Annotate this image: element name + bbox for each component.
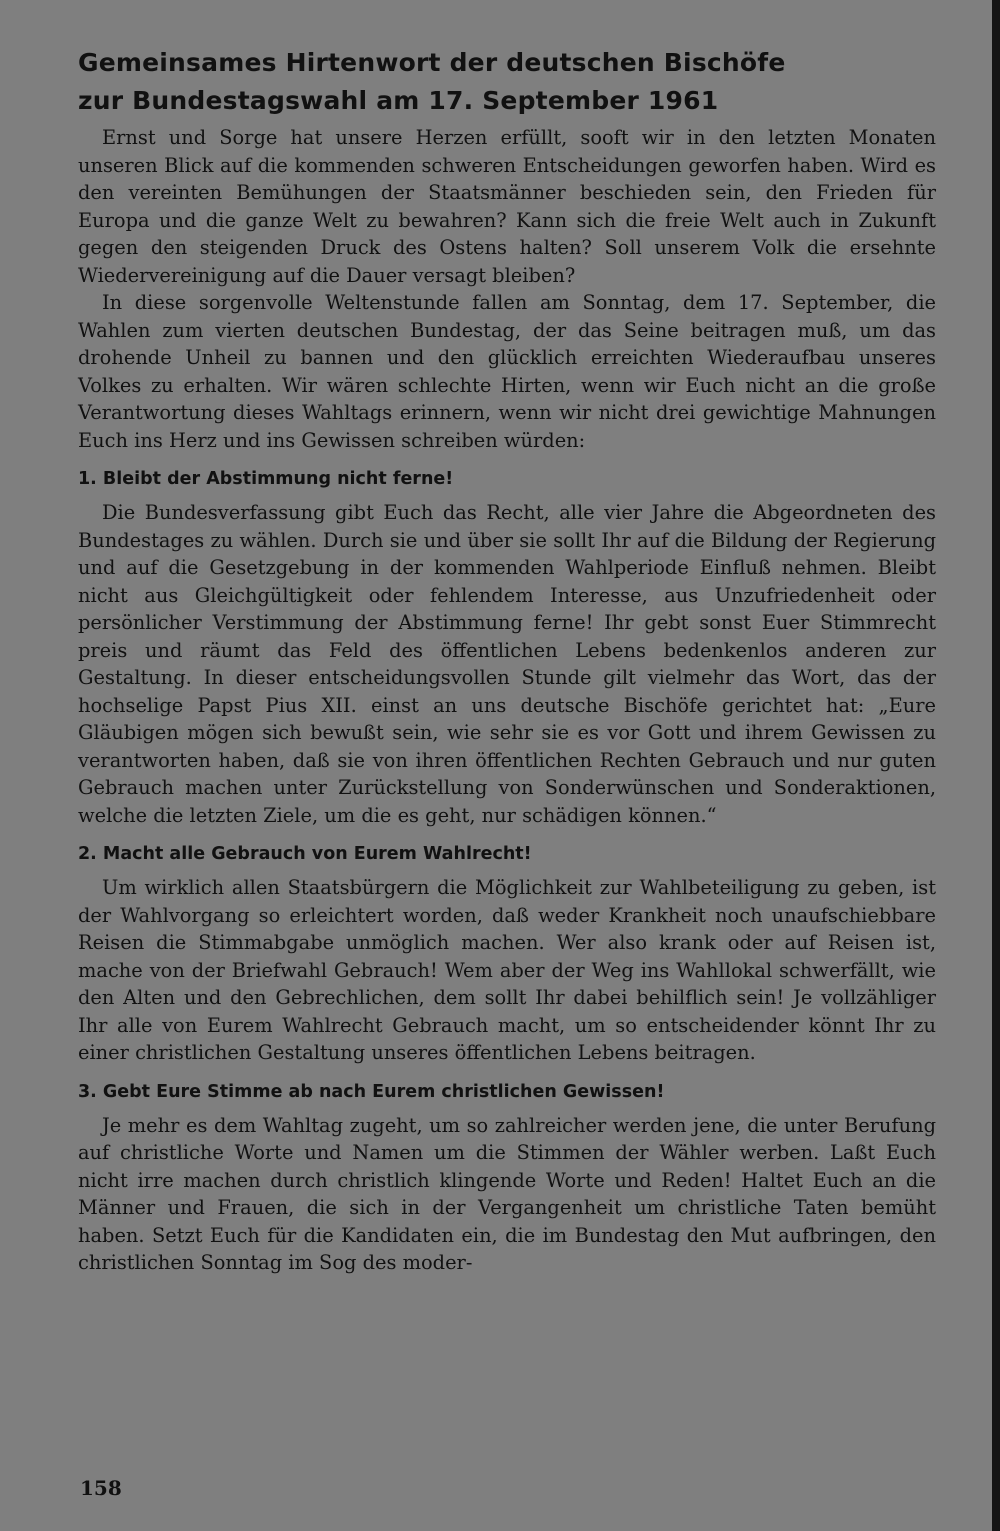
intro-paragraph-2: In diese sorgenvolle Weltenstunde fallen am Sonntag, dem 17. September, die Wahlen zum vierten deutschen Bundestag, der das Seine beitragen muß, um das drohende Unheil zu bannen und den glücklich erreichten Wiederaufbau unseres Volkes zu erhalten. Wir wären schlechte Hirten, wenn wir Euch nicht an die große Verantwortung dieses Wahltags erinnern, wenn wir nicht drei gewichtige Mahnungen Euch ins Herz und ins Gewissen schreiben würden: xyxy=(78,291,936,452)
document-body xyxy=(78,44,936,1277)
title-line-2: zur Bundestagswahl am 17. September 1961 xyxy=(78,86,719,115)
page-edge xyxy=(992,0,1000,1531)
page-number: 158 xyxy=(80,1476,122,1500)
section-heading-1: 1. Bleibt der Abstimmung nicht ferne! xyxy=(78,469,454,489)
document-title xyxy=(78,44,936,120)
section-heading-2: 2. Macht alle Gebrauch von Eurem Wahlrecht! xyxy=(78,844,532,864)
section-heading-3: 3. Gebt Eure Stimme ab nach Eurem christlichen Gewissen! xyxy=(78,1081,665,1102)
section-text-1: Die Bundesverfassung gibt Euch das Recht, alle vier Jahre die Abgeordneten des Bundestages zu wählen. Durch sie und über sie sollt Ihr auf die Bildung der Regierung und auf die Gesetzgebung in der kommenden Wahlperiode Einfluß nehmen. Bleibt nicht aus Gleichgültigkeit oder fehlendem Interesse, aus Unzufriedenheit oder persönlicher Verstimmung der Abstimmung ferne! Ihr gebt sonst Euer Stimmrecht preis und räumt das Feld des öffentlichen Lebens bedenkenlos anderen zur Gestaltung. In dieser entscheidungsvollen Stunde gilt vielmehr das Wort, das der hochselige Papst Pius XII. einst an uns deutsche Bischöfe gerichtet hat: „Eure Gläubigen mögen sich bewußt sein, wie sehr sie es vor Gott und ihrem Gewissen zu verantworten haben, daß sie von ihren öffentlichen Rechten Gebrauch und nur guten Gebrauch machen unter Zurückstellung von Sonderwünschen und Sonderaktionen, welche die letzten Ziele, um die es geht, nur schädigen können.“ xyxy=(78,501,936,827)
section-text-2: Um wirklich allen Staatsbürgern die Möglichkeit zur Wahlbeteiligung zu geben, ist der Wahlvorgang so erleichtert worden, daß weder Krankheit noch unaufschiebbare Reisen die Stimmabgabe unmöglich machen. Wer also krank oder auf Reisen ist, mache von der Briefwahl Gebrauch! Wem aber der Weg ins Wahllokal schwerfällt, wie den Alten und den Gebrechlichen, dem sollt Ihr dabei behilflich sein! Je vollzähliger Ihr alle von Eurem Wahlrecht Gebrauch macht, um so entscheidender könnt Ihr zu einer christlichen Gestaltung unseres öffentlichen Lebens beitragen. xyxy=(78,876,936,1064)
intro-paragraph-1: Ernst und Sorge hat unsere Herzen erfüllt, sooft wir in den letzten Monaten unseren Blick auf die kommenden schweren Entscheidungen geworfen haben. Wird es den vereinten Bemühungen der Staatsmänner beschieden sein, den Frieden für Europa und die ganze Welt zu bewahren? Kann sich die freie Welt auch in Zukunft gegen den steigenden Druck des Ostens halten? Soll unserem Volk die ersehnte Wiedervereinigung auf die Dauer versagt bleiben? xyxy=(78,126,936,287)
title-line-1: Gemeinsames Hirtenwort der deutschen Bischöfe xyxy=(78,48,786,77)
section-text-3: Je mehr es dem Wahltag zugeht, um so zahlreicher werden jene, die unter Berufung auf christliche Worte und Namen um die Stimmen der Wähler werben. Laßt Euch nicht irre machen durch christlich klingende Worte und Reden! Haltet Euch an die Männer und Frauen, die sich in der Vergangenheit um christliche Taten bemüht haben. Setzt Euch für die Kandidaten ein, die im Bundestag den Mut aufbringen, den christlichen Sonntag im Sog des moder- xyxy=(78,1113,936,1274)
